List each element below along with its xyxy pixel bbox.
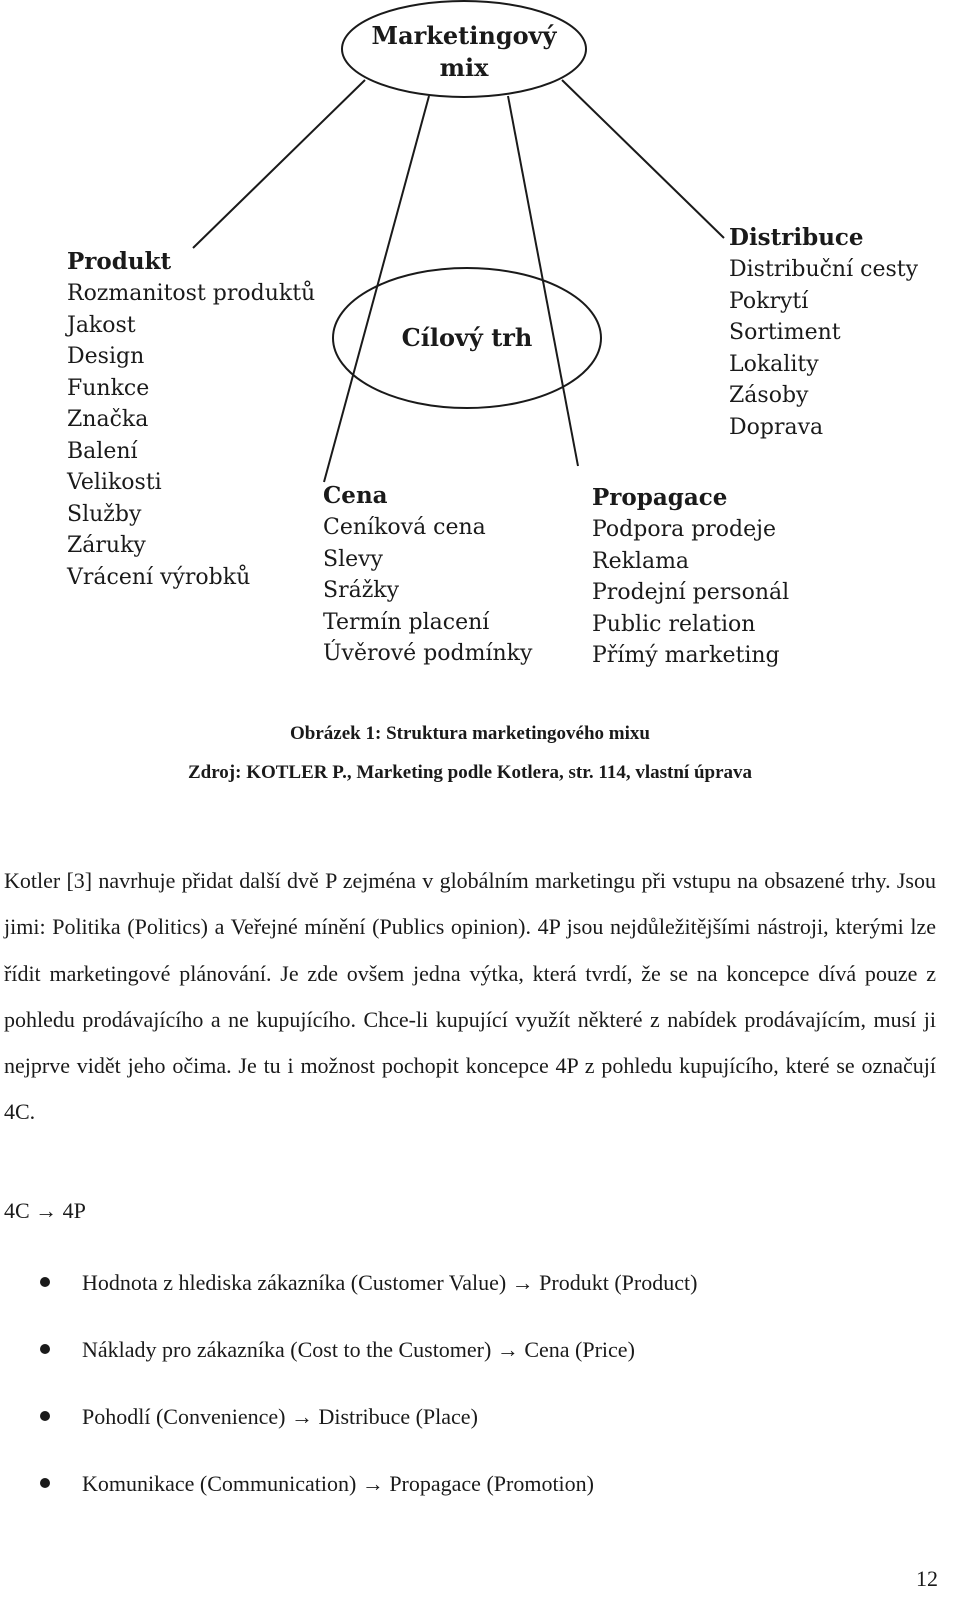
bullet-icon (40, 1411, 50, 1421)
list-item-text: Hodnota z hlediska zákazníka (Customer Value) → Produkt (Product) (82, 1270, 698, 1295)
group-item: Podpora prodeje (592, 517, 776, 542)
group-propagace (592, 482, 789, 672)
bullet-list (0, 1262, 940, 1530)
section-heading-4c-4p: 4C → 4P (4, 1198, 86, 1223)
group-item: Záruky (67, 533, 146, 558)
group-item: Jakost (67, 312, 136, 338)
figure-caption-title: Obrázek 1: Struktura marketingového mixu (290, 723, 650, 744)
group-item: Distribuční cesty (729, 257, 919, 282)
bullet-icon (40, 1277, 50, 1287)
group-item: Velikosti (67, 470, 162, 495)
group-produkt (67, 246, 315, 593)
marketing-mix-label-line1: Marketingový (371, 21, 557, 50)
list-item (0, 1463, 940, 1530)
bullet-icon (40, 1478, 50, 1488)
group-item: Srážky (323, 578, 400, 603)
group-item: Slevy (323, 546, 383, 572)
group-item: Sortiment (729, 320, 841, 345)
page-number: 12 (916, 1566, 938, 1591)
group-item: Reklama (592, 548, 690, 574)
group-item: Značka (67, 407, 149, 432)
group-item: Služby (67, 501, 142, 527)
group-item: Public relation (592, 611, 756, 637)
group-item: Design (67, 344, 145, 369)
marketing-mix-ellipse-label (344, 20, 584, 84)
list-item (0, 1329, 940, 1396)
group-item: Doprava (729, 414, 824, 440)
marketing-mix-label-line2: mix (439, 53, 489, 82)
group-item: Ceníková cena (323, 515, 486, 540)
list-item (0, 1262, 940, 1329)
group-propagace-title: Propagace (592, 484, 728, 511)
group-item: Rozmanitost produktů (67, 281, 316, 306)
group-item: Přímý marketing (592, 643, 780, 668)
group-cena-title: Cena (323, 482, 388, 509)
group-distribuce (729, 222, 918, 443)
marketing-mix-diagram (0, 0, 960, 700)
group-item: Vrácení výrobků (67, 564, 251, 590)
group-item: Termín placení (323, 609, 490, 635)
group-produkt-title: Produkt (67, 248, 172, 275)
group-item: Lokality (729, 351, 819, 377)
target-market-ellipse-label (334, 322, 600, 354)
figure-caption-source: Zdroj: KOTLER P., Marketing podle Kotlera, str. 114, vlastní úprava (187, 762, 753, 783)
target-market-label: Cílový trh (401, 323, 533, 352)
group-item: Úvěrové podmínky (323, 641, 533, 666)
group-item: Pokrytí (729, 288, 809, 314)
group-item: Balení (67, 438, 138, 464)
group-item: Zásoby (729, 383, 809, 408)
list-item-text: Pohodlí (Convenience) → Distribuce (Place) (82, 1404, 478, 1429)
group-item: Prodejní personál (592, 580, 790, 605)
group-item: Funkce (67, 375, 150, 401)
group-cena (323, 480, 532, 670)
body-paragraph: Kotler [3] navrhuje přidat další dvě P zejména v globálním marketingu při vstupu na obsazené trhy. Jsou jimi: Politika (Politics) a Veřejné mínění (Publics opinion). 4P jsou nejdůležitějšími nástroji, kterými lze řídit marketingové plánování. Je zde ovšem jedna výtka, která tvrdí, že se na koncepce dívá pouze z pohledu prodávajícího a ne kupujícího. Chce-li kupující využít některé z nabídek prodávajícím, musí ji nejprve vidět jeho očima. Je tu i možnost pochopit koncepce 4P z pohledu kupujícího, které se označují 4C. (4, 868, 936, 1125)
group-distribuce-title: Distribuce (729, 224, 864, 251)
list-item (0, 1396, 940, 1463)
list-item-text: Náklady pro zákazníka (Cost to the Customer) → Cena (Price) (82, 1337, 635, 1362)
list-item-text: Komunikace (Communication) → Propagace (Promotion) (82, 1471, 594, 1496)
bullet-icon (40, 1344, 50, 1354)
